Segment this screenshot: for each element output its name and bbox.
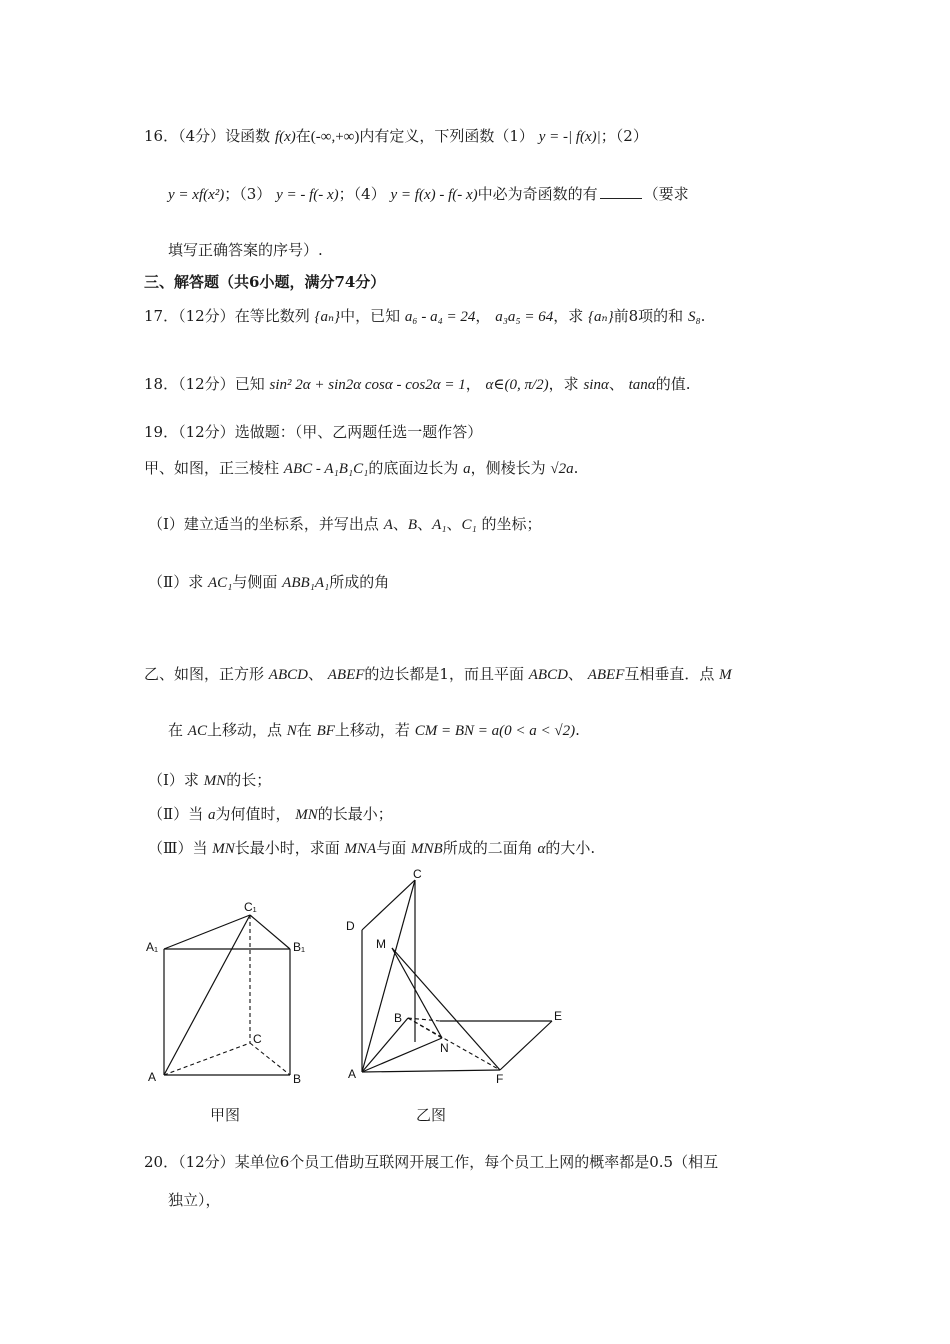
q16-f1: y = -| f(x)| <box>538 129 601 145</box>
q20-text: 某单位6个员工借助互联网开展工作，每个员工上网的概率都是0.5（相互 <box>234 1153 719 1171</box>
q19-p3-mid: 长最小时，求面 <box>234 839 340 857</box>
q19-ac: AC <box>187 723 207 739</box>
q19-title-text: 选做题：（甲、乙两题任选一题作答） <box>234 423 483 441</box>
label-a1: A₁ <box>146 940 159 954</box>
q19-pt-c1: C₁ <box>461 517 477 533</box>
q19-mnb: MNB <box>411 841 443 857</box>
q19-p2-a: a <box>207 807 216 823</box>
q17-t2: 中，已知 <box>340 307 401 325</box>
q19-p2-mid: 为何值时， <box>215 805 291 823</box>
q19-points: （12分） <box>178 423 235 441</box>
edge-a1-c1 <box>164 915 250 949</box>
q19-yi-6: 在 <box>296 721 312 739</box>
q17-t4: 前8项的和 <box>613 307 684 325</box>
q17-c1: a₆ - a₄ = 24 <box>404 309 476 325</box>
q19-title <box>144 422 482 442</box>
q17-sum: S₈ <box>687 309 701 325</box>
q16-sep1: ；（2） <box>600 127 648 145</box>
q19-alpha: α <box>537 841 546 857</box>
q19-prism: ABC - A₁B₁C₁ <box>283 461 369 477</box>
figure-yi-caption: 乙图 <box>416 1106 447 1124</box>
q19-n: N <box>286 723 297 739</box>
label-e: E <box>554 1009 563 1023</box>
q19-yi-sep: 、 <box>307 665 323 683</box>
label-f: F <box>496 1072 504 1086</box>
q19-m: M <box>719 667 732 683</box>
q19-pt-b: B <box>407 517 418 533</box>
edge-f-e <box>500 1021 552 1070</box>
q20-number: 20． <box>144 1153 179 1171</box>
q16-fx: f(x) <box>274 129 296 145</box>
q16-in: 在 <box>295 127 311 145</box>
q17-seq-2: {aₙ} <box>588 309 614 325</box>
edge-a-c1 <box>164 915 250 1075</box>
q19-jia-end: . <box>573 459 579 477</box>
q19-yi-1: 乙、如图，正方形 <box>144 665 265 683</box>
q20-points: （12分） <box>178 1153 235 1171</box>
q18-t3: 的值. <box>655 375 691 393</box>
q19-p3-end: 的大小. <box>545 839 596 857</box>
q17-t3: ，求 <box>553 307 584 325</box>
figure-jia-caption: 甲图 <box>210 1106 241 1124</box>
q19-yi-sep-2: 、 <box>567 665 583 683</box>
q19-pt-a1: A₁ <box>432 517 447 533</box>
q19-mn-3: MN <box>212 841 235 857</box>
q19-yi-5: 上移动，点 <box>206 721 282 739</box>
q18-line: 18．（12分）已知 sin² 2α + sin2α cosα - cos2α = 1， α∈(0, π/2)，求 sinα、 tanα的值. <box>144 375 691 393</box>
q16-domain: (-∞,+∞) <box>310 129 360 145</box>
edge-a-c-hidden <box>164 1043 250 1075</box>
q19-i2-line <box>148 572 389 593</box>
q19-p1-label: （Ⅰ）求 <box>148 771 199 789</box>
q18-eq: sin² 2α + sin2α cosα - cos2α = 1 <box>269 377 466 393</box>
q17-points: （12分） <box>178 307 235 325</box>
label-a: A <box>148 1070 157 1084</box>
q16-sep3: ；（4） <box>338 185 386 203</box>
label-b: B <box>394 1011 403 1025</box>
q17-t1: 在等比数列 <box>234 307 310 325</box>
edge-c-b-hidden <box>250 1043 290 1075</box>
edge-d-c <box>362 880 415 930</box>
q18-t2: ，求 <box>548 375 579 393</box>
q19-jia-1: 甲、如图，正三棱柱 <box>144 459 280 477</box>
q20-line2 <box>168 1190 221 1210</box>
figure-yi-squares <box>340 866 580 1091</box>
q19-yi-3: 互相垂直．点 <box>624 665 715 683</box>
q19-p2-end: 的长最小； <box>317 805 393 823</box>
q19-i1-line: （Ⅰ）建立适当的坐标系，并写出点 A、B、A₁、C₁ 的坐标； <box>148 515 542 533</box>
label-d: D <box>346 919 355 933</box>
q16-line3-text: 填写正确答案的序号）. <box>168 241 323 259</box>
q19-mn: MN <box>203 773 227 789</box>
q16-number: 16． <box>144 127 179 145</box>
q19-mn-2: MN <box>295 807 318 823</box>
edge-c1-b1 <box>250 915 290 949</box>
section-3-heading: 三、解答题（共6小题，满分74分） <box>144 273 386 291</box>
q16-answer-blank <box>600 184 642 199</box>
q17-end: . <box>700 307 706 325</box>
q19-p1-line <box>148 770 271 791</box>
q19-pt-a: A <box>383 517 393 533</box>
q19-len: √2a <box>550 461 574 477</box>
edge-b-e-hidden <box>408 1018 440 1021</box>
q19-i2-mid: 与侧面 <box>232 573 278 591</box>
q17-line: 17．（12分）在等比数列 {aₙ}中，已知 a₆ - a₄ = 24， a₃a₅ = 64，求 {aₙ}前8项的和 S₈. <box>144 307 706 325</box>
q19-p3-mid3: 所成的二面角 <box>442 839 533 857</box>
q17-number: 17． <box>144 307 179 325</box>
q19-sq2: ABEF <box>327 667 365 683</box>
edge-a-f <box>362 1070 500 1072</box>
q20-line2-text: 独立）， <box>168 1191 221 1209</box>
q19-yi-line2 <box>168 720 580 741</box>
q19-p3-line <box>148 838 595 859</box>
q18-sep: 、 <box>608 375 624 393</box>
q18-number: 18． <box>144 375 179 393</box>
q19-sq1-2: ABCD <box>528 667 568 683</box>
q16-intro: 设函数 <box>225 127 271 145</box>
label-c1: C₁ <box>244 900 257 914</box>
q17-c2: a₃a₅ = 64 <box>495 309 554 325</box>
q19-ac1: AC₁ <box>207 575 233 591</box>
label-b: B <box>293 1072 302 1086</box>
q16-f2: y = xf(x²) <box>168 187 225 203</box>
q16-req: （要求 <box>643 185 689 203</box>
label-a: A <box>348 1067 357 1081</box>
q16-points: （4分） <box>178 127 226 145</box>
q19-number: 19． <box>144 423 179 441</box>
edge-a-n <box>362 1038 442 1072</box>
q18-sin: sinα <box>583 377 609 393</box>
q16-line1 <box>144 126 648 147</box>
q18-points: （12分） <box>178 375 235 393</box>
q19-p3-label: （Ⅲ）当 <box>148 839 208 857</box>
q18-t1: 已知 <box>234 375 265 393</box>
q19-sq1: ABCD <box>268 667 308 683</box>
q16-defined: 内有定义，下列函数（1） <box>359 127 534 145</box>
q19-p2-line <box>148 804 393 825</box>
label-c: C <box>253 1032 262 1046</box>
q16-f4: y = f(x) - f(- x) <box>390 187 478 203</box>
q16-sep2: ；（3） <box>224 185 272 203</box>
q19-yi-4: 在 <box>168 721 184 739</box>
q19-i2-end: 所成的角 <box>329 573 390 591</box>
q19-bf: BF <box>316 723 335 739</box>
q16-line3 <box>168 240 323 260</box>
q18-cond: α∈(0, π/2) <box>485 377 549 393</box>
q19-i1-label: （Ⅰ）建立适当的坐标系，并写出点 <box>148 515 379 533</box>
q19-i1-end: 的坐标； <box>481 515 542 533</box>
q17-seq: {aₙ} <box>314 309 341 325</box>
q16-line2 <box>168 184 689 205</box>
q19-sq2-2: ABEF <box>587 667 625 683</box>
figure-jia-prism <box>140 895 320 1095</box>
q20-line1 <box>144 1152 718 1172</box>
q19-p3-mid2: 与面 <box>376 839 407 857</box>
q19-yi-line1 <box>144 664 732 685</box>
q19-yi-2: 的边长都是1，而且平面 <box>364 665 524 683</box>
label-m: M <box>376 937 386 951</box>
q19-yi-7: 上移动，若 <box>334 721 410 739</box>
q19-jia-3: ，侧棱长为 <box>470 459 546 477</box>
q19-cm: CM = BN = a(0 < a < √2) <box>414 723 576 739</box>
q19-p1-end: 的长； <box>226 771 272 789</box>
q16-f3: y = - f(- x) <box>276 187 339 203</box>
q19-jia-line <box>144 458 578 479</box>
q19-p2-label: （Ⅱ）当 <box>148 805 204 823</box>
q19-i2-label: （Ⅱ）求 <box>148 573 204 591</box>
q19-face: ABB₁A₁ <box>282 575 330 591</box>
q19-mna: MNA <box>344 841 377 857</box>
q16-tail: 中必为奇函数的有 <box>477 185 598 203</box>
label-c: C <box>413 867 422 881</box>
label-b1: B₁ <box>293 940 306 954</box>
q19-yi-end: . <box>575 721 580 739</box>
label-n: N <box>440 1041 449 1055</box>
q19-jia-2: 的底面边长为 <box>368 459 459 477</box>
q18-tan: tanα <box>628 377 656 393</box>
q19-a: a <box>463 461 471 477</box>
